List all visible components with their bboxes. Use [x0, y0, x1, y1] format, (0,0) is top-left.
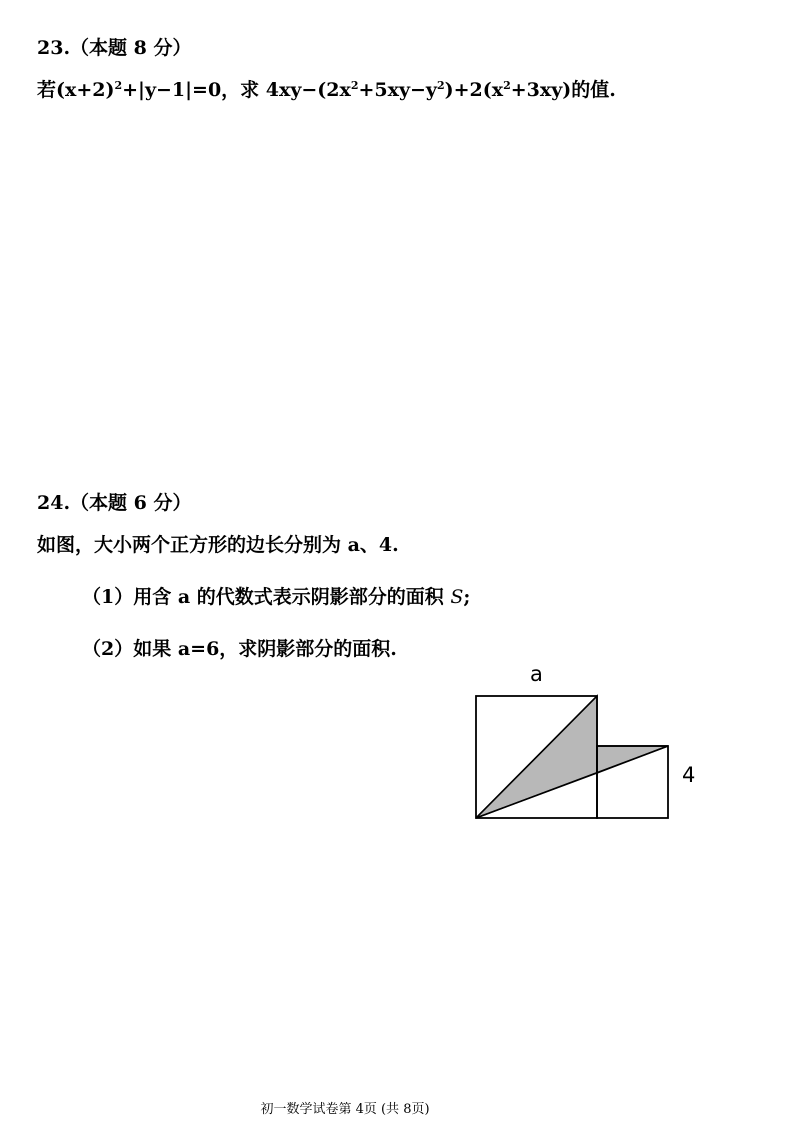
question-24-title: 24.（本题 6 分）: [37, 492, 192, 514]
stmt-part-e: +3xy)的值.: [510, 79, 616, 101]
exponent-4: 2: [503, 79, 511, 92]
label-side-4: 4: [682, 763, 696, 787]
question-24-intro: 如图，大小两个正方形的边长分别为 a、4.: [37, 534, 399, 556]
stmt-part-b: +|y−1|=0，求 4xy−(2x: [122, 79, 351, 101]
exponent-1: 2: [114, 79, 123, 92]
question-23-title: 23.（本题 8 分）: [37, 37, 192, 59]
exponent-3: 2: [436, 79, 445, 92]
stmt-part-c: +5xy−y: [358, 79, 437, 101]
stmt-part-d: )+2(x: [444, 79, 504, 101]
part-1-text: （1）用含 a 的代数式表示阴影部分的面积: [82, 586, 451, 608]
part-1-end: ;: [463, 586, 471, 608]
page-footer: 初一数学试卷第 4页 (共 8页): [260, 1102, 430, 1117]
label-side-a: a: [530, 662, 543, 686]
stmt-part-a: 若(x+2): [37, 79, 115, 101]
exponent-2: 2: [350, 79, 359, 92]
question-24-part-2: （2）如果 a=6，求阴影部分的面积.: [82, 638, 397, 660]
area-variable: S: [450, 586, 464, 608]
